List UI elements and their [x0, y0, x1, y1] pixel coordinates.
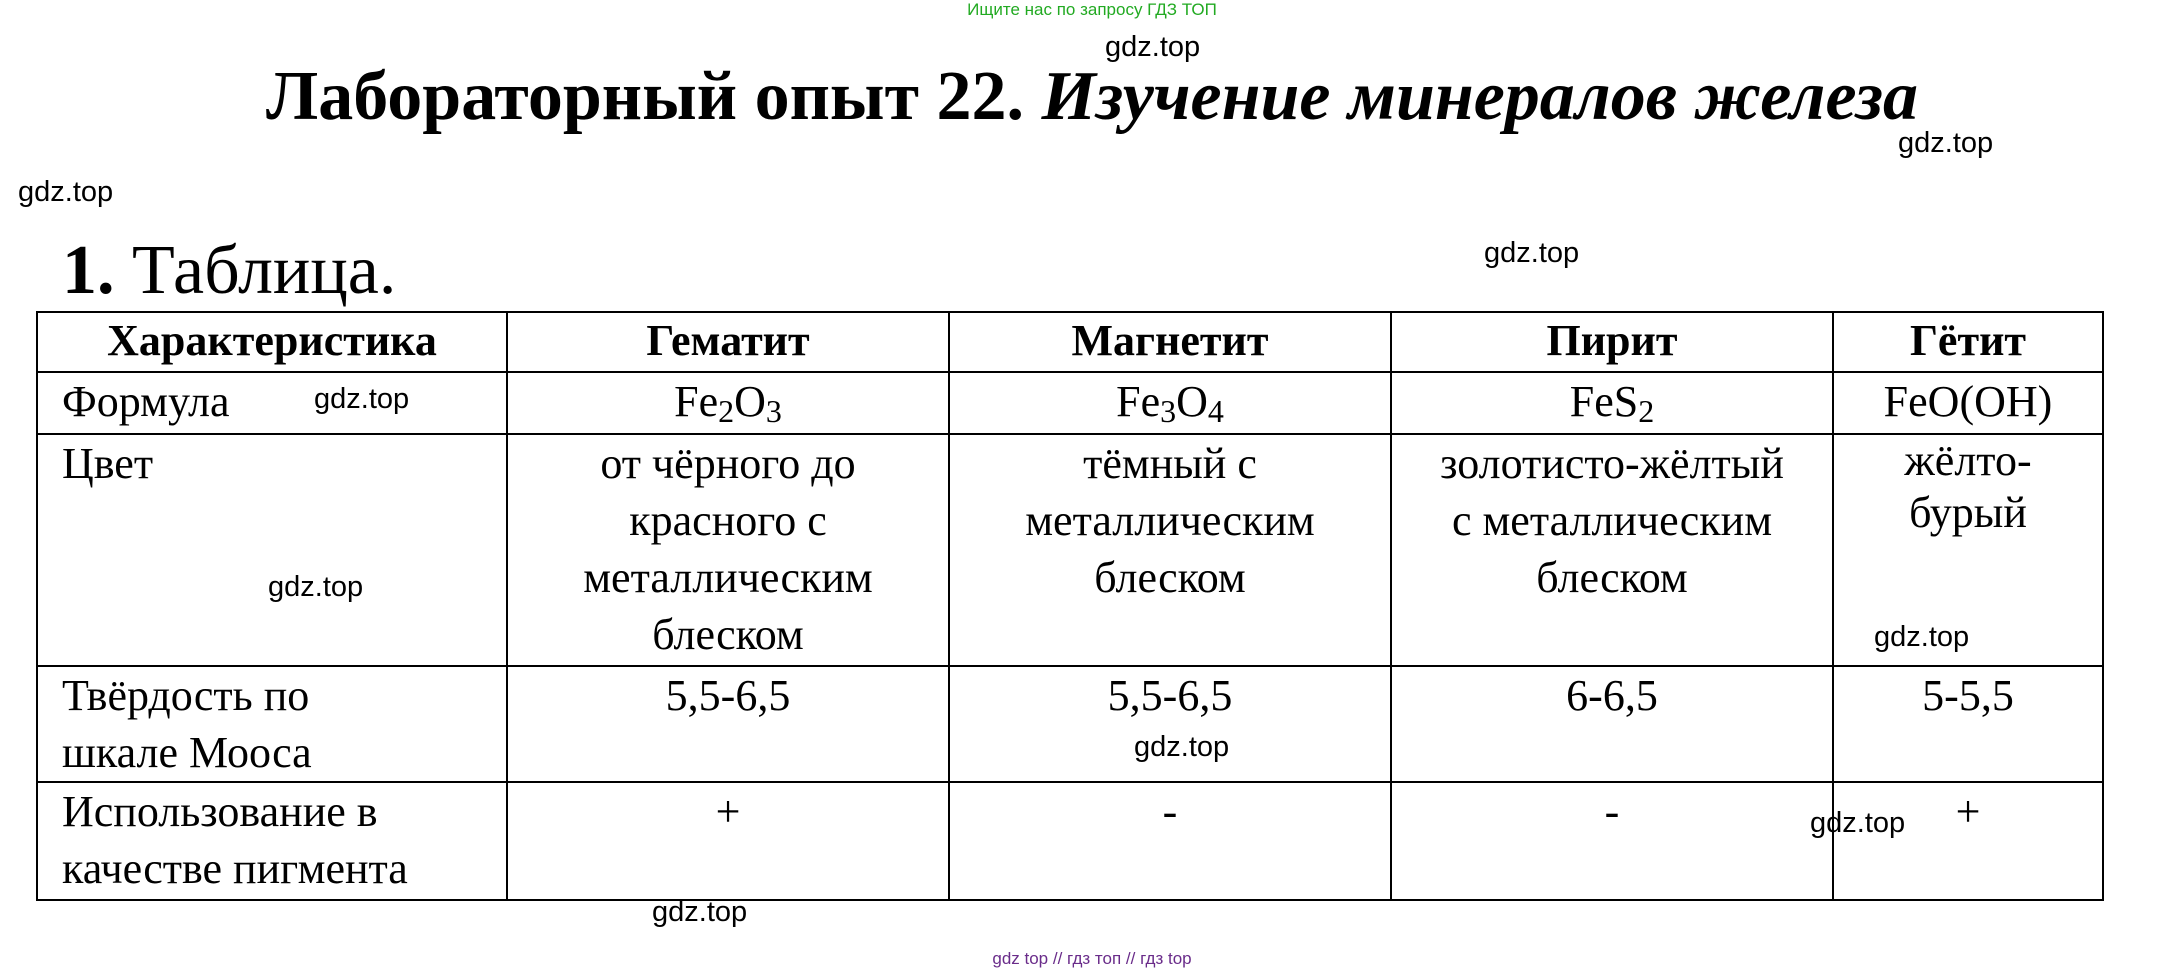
bottom-link[interactable]: гдз топ	[1067, 949, 1122, 968]
bottom-link[interactable]: gdz top	[992, 949, 1049, 968]
hardness-label: Твёрдость по шкале Мооса	[37, 666, 507, 782]
pigment-goethite: +	[1833, 782, 2103, 900]
watermark: gdz.top	[652, 896, 748, 928]
formula-goethite: FeO(OH)	[1833, 372, 2103, 434]
formula-hematite: $Fe_2O_3$	[507, 372, 949, 434]
hardness-goethite: 5-5,5	[1833, 666, 2103, 782]
color-goethite: жёлто- бурый	[1833, 434, 2103, 666]
pigment-hematite: +	[507, 782, 949, 900]
color-pyrite: золотисто-жёлтый с металлическим блеском	[1391, 434, 1833, 666]
table-row-pigment	[37, 782, 2103, 900]
pigment-label: Использование в качестве пигмента	[37, 782, 507, 900]
top-search-link[interactable]: Ищите нас по запросу ГДЗ ТОП	[967, 0, 1217, 19]
watermark: gdz.top	[268, 571, 364, 603]
color-label: Цвет	[37, 434, 507, 666]
table-header-row	[37, 312, 2103, 372]
hardness-pyrite: 6-6,5	[1391, 666, 1833, 782]
hardness-magnetite: 5,5-6,5	[949, 666, 1391, 782]
section-heading	[62, 228, 396, 314]
table-row-hardness	[37, 666, 2103, 782]
header-magnetite: Магнетит	[949, 312, 1391, 372]
hardness-hematite: 5,5-6,5	[507, 666, 949, 782]
bottom-links	[0, 949, 2184, 969]
watermark: gdz.top	[1874, 621, 1970, 653]
color-magnetite: тёмный с металлическим блеском	[949, 434, 1391, 666]
title-italic-part: Изучение минералов железа	[1041, 58, 1918, 135]
title-bold-part: Лабораторный опыт 22.	[266, 58, 1024, 135]
formula-label: Формула	[37, 372, 507, 434]
formula-pyrite: FeS$_2$	[1391, 372, 1833, 434]
table-row-color	[37, 434, 2103, 666]
bottom-link[interactable]: гдз top	[1140, 949, 1192, 968]
watermark: gdz.top	[18, 176, 114, 208]
watermark: gdz.top	[1810, 807, 1906, 839]
watermark: gdz.top	[1105, 31, 1201, 63]
watermark: gdz.top	[1134, 731, 1230, 763]
watermark: gdz.top	[1484, 237, 1580, 269]
pigment-magnetite: -	[949, 782, 1391, 900]
header-hematite: Гематит	[507, 312, 949, 372]
page-title	[0, 52, 2184, 142]
header-pyrite: Пирит	[1391, 312, 1833, 372]
section-label: Таблица.	[132, 232, 397, 309]
header-goethite: Гётит	[1833, 312, 2103, 372]
color-hematite: от чёрного до красного с металлическим блеском	[507, 434, 949, 666]
pigment-pyrite: -	[1391, 782, 1833, 900]
bottom-separator: //	[1052, 949, 1063, 968]
formula-magnetite: $Fe_3O_4$	[949, 372, 1391, 434]
watermark: gdz.top	[1898, 127, 1994, 159]
watermark: gdz.top	[314, 383, 410, 415]
header-characteristic: Характеристика	[37, 312, 507, 372]
bottom-separator: //	[1125, 949, 1136, 968]
section-number: 1.	[62, 232, 115, 309]
